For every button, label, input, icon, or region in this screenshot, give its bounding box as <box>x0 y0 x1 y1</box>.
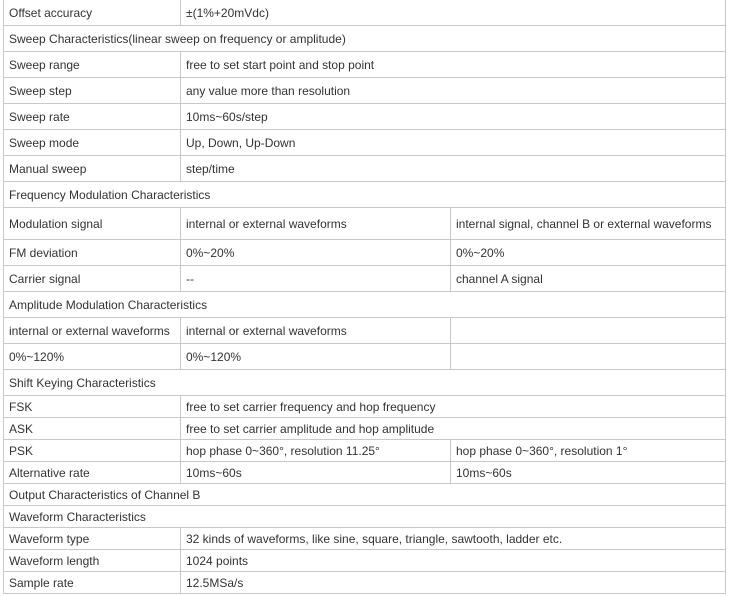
section-header <box>4 506 726 528</box>
row-label: Sweep rate <box>4 104 181 130</box>
row-label: Sweep mode <box>4 130 181 156</box>
row-value: hop phase 0~360°, resolution 11.25° <box>181 440 451 462</box>
row-label: Sweep step <box>4 78 181 104</box>
row-value-alt <box>451 318 726 344</box>
row-value: 10ms~60s <box>181 462 451 484</box>
section-title: Shift Keying Characteristics <box>4 370 726 396</box>
section-header <box>4 182 726 208</box>
row-value: internal or external waveforms <box>181 208 451 240</box>
row-value: 0%~120% <box>181 344 451 370</box>
row-value: 0%~20% <box>181 240 451 266</box>
table-row <box>4 0 726 26</box>
table-row <box>4 550 726 572</box>
row-value-alt: internal signal, channel B or external waveforms <box>451 208 726 240</box>
row-value: 12.5MSa/s <box>181 572 726 594</box>
table-row <box>4 52 726 78</box>
row-label: Sweep range <box>4 52 181 78</box>
row-label: ASK <box>4 418 181 440</box>
section-title: Waveform Characteristics <box>4 506 726 528</box>
row-label: FM deviation <box>4 240 181 266</box>
table-row <box>4 130 726 156</box>
table-row <box>4 208 726 240</box>
row-value: 10ms~60s/step <box>181 104 726 130</box>
row-label: Modulation signal <box>4 208 181 240</box>
row-label: Sample rate <box>4 572 181 594</box>
row-value: 1024 points <box>181 550 726 572</box>
table-row <box>4 266 726 292</box>
row-label: Waveform length <box>4 550 181 572</box>
row-value: internal or external waveforms <box>181 318 451 344</box>
section-header <box>4 484 726 506</box>
table-row <box>4 572 726 594</box>
table-row <box>4 240 726 266</box>
row-value: 32 kinds of waveforms, like sine, square, triangle, sawtooth, ladder etc. <box>181 528 726 550</box>
row-label: Waveform type <box>4 528 181 550</box>
row-label: Carrier signal <box>4 266 181 292</box>
section-title: Output Characteristics of Channel B <box>4 484 726 506</box>
table-row <box>4 156 726 182</box>
row-label: Offset accuracy <box>4 0 181 26</box>
row-value: free to set carrier frequency and hop frequency <box>181 396 726 418</box>
row-value-alt: channel A signal <box>451 266 726 292</box>
row-value: free to set start point and stop point <box>181 52 726 78</box>
row-value: Up, Down, Up-Down <box>181 130 726 156</box>
row-label: internal or external waveforms <box>4 318 181 344</box>
row-label: FSK <box>4 396 181 418</box>
table-row <box>4 344 726 370</box>
row-value: free to set carrier amplitude and hop amplitude <box>181 418 726 440</box>
table-row <box>4 396 726 418</box>
specification-table <box>3 0 726 594</box>
table-row <box>4 528 726 550</box>
section-title: Amplitude Modulation Characteristics <box>4 292 726 318</box>
row-label: Manual sweep <box>4 156 181 182</box>
row-value: ±(1%+20mVdc) <box>181 0 726 26</box>
table-row <box>4 462 726 484</box>
table-row <box>4 104 726 130</box>
table-row <box>4 418 726 440</box>
section-header <box>4 370 726 396</box>
section-title: Frequency Modulation Characteristics <box>4 182 726 208</box>
row-value: step/time <box>181 156 726 182</box>
row-value-alt: 0%~20% <box>451 240 726 266</box>
row-value-alt <box>451 344 726 370</box>
section-title: Sweep Characteristics(linear sweep on frequency or amplitude) <box>4 26 726 52</box>
row-value: -- <box>181 266 451 292</box>
section-header <box>4 26 726 52</box>
row-value: any value more than resolution <box>181 78 726 104</box>
row-value-alt: 10ms~60s <box>451 462 726 484</box>
row-value-alt: hop phase 0~360°, resolution 1° <box>451 440 726 462</box>
table-row <box>4 78 726 104</box>
row-label: Alternative rate <box>4 462 181 484</box>
table-row <box>4 318 726 344</box>
section-header <box>4 292 726 318</box>
row-label: 0%~120% <box>4 344 181 370</box>
table-row <box>4 440 726 462</box>
row-label: PSK <box>4 440 181 462</box>
